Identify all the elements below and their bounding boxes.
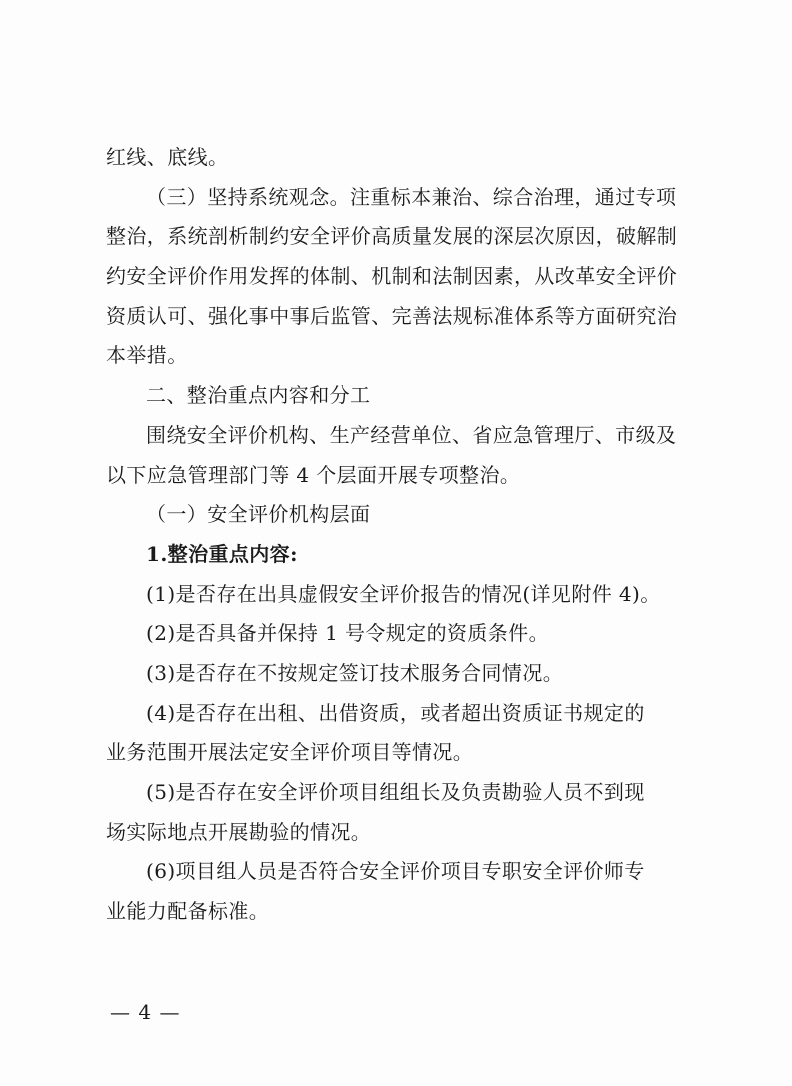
text-line: 场实际地点开展勘验的情况。: [106, 819, 372, 844]
section-heading: 二、整治重点内容和分工: [146, 383, 371, 408]
document-body: [106, 138, 696, 932]
text-line: 资质认可、强化事中事后监管、完善法规标准体系等方面研究治: [106, 303, 678, 328]
text-line: (5)是否存在安全评价项目组组长及负责勘验人员不到现: [146, 780, 645, 804]
subsection-heading: 1.整治重点内容:: [146, 541, 298, 566]
text-line: 围绕安全评价机构、生产经营单位、省应急管理厅、市级及: [146, 422, 677, 447]
text-line: 整治，系统剖析制约安全评价高质量发展的深层次原因，破解制: [106, 224, 678, 249]
text-line: (2)是否具备并保持 1 号令规定的资质条件。: [146, 621, 549, 646]
text-line: (1)是否存在出具虚假安全评价报告的情况(详见附件 4)。: [146, 581, 661, 606]
page-number: — 4 —: [110, 1000, 181, 1024]
text-line: （三）坚持系统观念。注重标本兼治、综合治理，通过专项: [146, 184, 677, 209]
text-line: 红线、底线。: [106, 145, 229, 169]
text-line: (4)是否存在出租、出借资质，或者超出资质证书规定的: [146, 700, 645, 725]
text-line: 业务范围开展法定安全评价项目等情况。: [106, 740, 474, 765]
text-line: （一）安全评价机构层面: [146, 502, 371, 527]
text-line: (6)项目组人员是否符合安全评价项目专职安全评价师专: [146, 859, 645, 884]
text-line: 业能力配备标准。: [106, 899, 270, 924]
text-line: 约安全评价作用发挥的体制、机制和法制因素，从改革安全评价: [106, 264, 678, 289]
text-line: (3)是否存在不按规定签订技术服务合同情况。: [146, 660, 564, 685]
text-line: 以下应急管理部门等 4 个层面开展专项整治。: [106, 462, 521, 487]
text-line: 本举措。: [106, 343, 188, 368]
